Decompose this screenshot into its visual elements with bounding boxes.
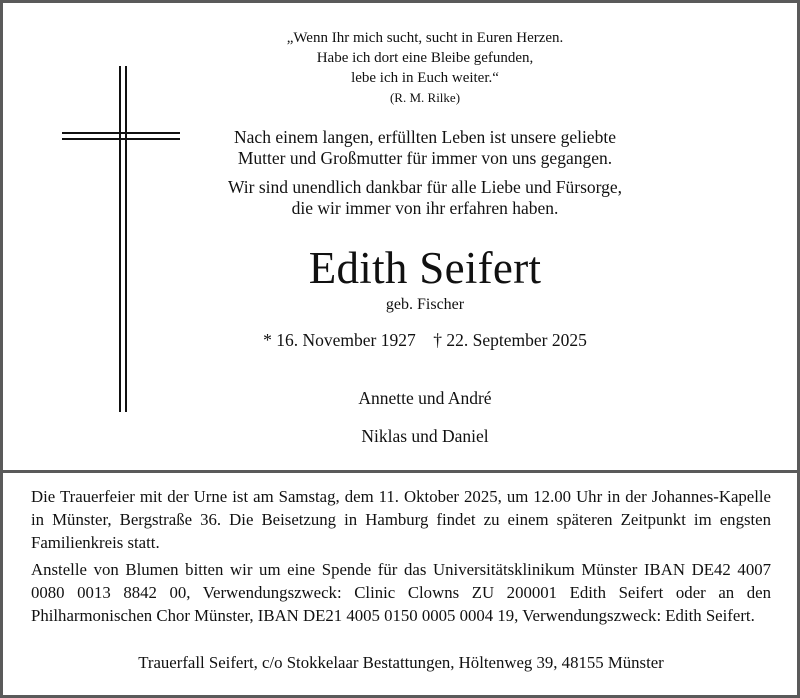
life-dates <box>190 328 660 352</box>
section-divider <box>3 470 797 473</box>
announcement-line-2: Mutter und Großmutter für immer von uns gegangen. <box>237 148 613 168</box>
quote-attribution: (R. M. Rilke) <box>389 90 461 105</box>
cross-icon <box>62 66 180 412</box>
announcement-paragraph <box>190 127 660 169</box>
death-date: † 22. September 2025 <box>433 330 587 350</box>
quote-line-3: lebe ich in Euch weiter.“ <box>351 70 499 86</box>
donation-info: Anstelle von Blumen bitten wir um eine Spende für das Universitätsklinikum Münster IBAN DE42 4007 0080 0013 8842 00, Verwendungszweck: Clinic Clowns ZU 200001 Edith Seifert oder an den Philharmonischen Chor Münster, IBAN DE21 4005 0150 0005 0004 19, Verwendungszweck: Edith Seifert. <box>31 560 771 625</box>
announcement-line-1: Nach einem langen, erfüllten Leben ist unsere geliebte <box>234 127 616 147</box>
deceased-name: Edith Seifert <box>308 243 542 293</box>
quote-line-1: „Wenn Ihr mich sucht, sucht in Euren Herzen. <box>286 30 564 46</box>
rilke-quote <box>190 28 660 108</box>
gratitude-paragraph <box>190 177 660 219</box>
gratitude-line-2: die wir immer von ihr erfahren haben. <box>291 198 559 218</box>
funeral-home-contact: Trauerfall Seifert, c/o Stokkelaar Bestattungen, Höltenweg 39, 48155 Münster <box>138 653 664 672</box>
funeral-info: Die Trauerfeier mit der Urne ist am Samstag, dem 11. Oktober 2025, um 12.00 Uhr in der Johannes-Kapelle in Münster, Bergstraße 36. Die Beisetzung in Hamburg findet zu einem späteren Zeitpunkt im engsten Familienkreis statt. <box>31 487 771 552</box>
quote-line-2: Habe ich dort eine Bleibe gefunden, <box>316 50 534 66</box>
birth-date: * 16. November 1927 <box>263 330 416 350</box>
gratitude-line-1: Wir sind unendlich dankbar für alle Liebe und Fürsorge, <box>227 177 623 197</box>
family-line-1: Annette und André <box>358 388 492 408</box>
maiden-name: geb. Fischer <box>385 296 465 313</box>
family-line-2: Niklas und Daniel <box>361 426 489 446</box>
